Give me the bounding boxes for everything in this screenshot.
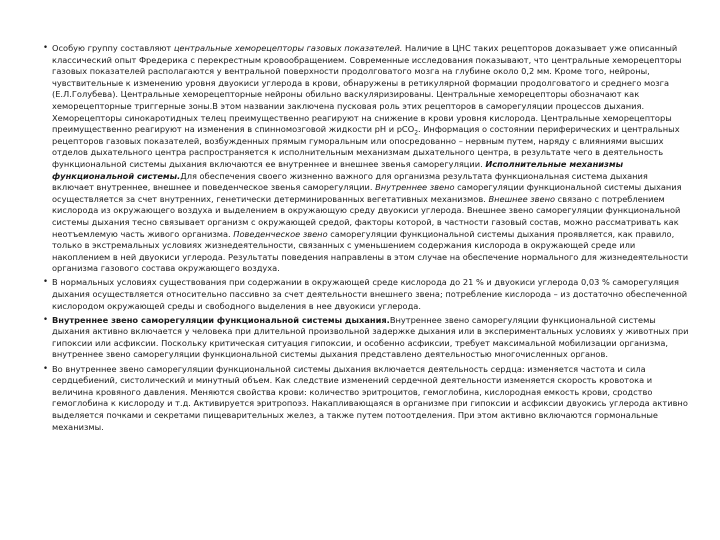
- text-run: Для обеспечения своего жизненно важного для организма результата функциональная система дыхания включает внутреннее, внешнее и поведенческое звенья саморегуляции.: [52, 170, 648, 193]
- bullet-item: [52, 364, 692, 434]
- text-run: . Информация о состоянии периферических и центральных рецепторов газовых показателей, возбужденных прямым гуморальным или опосредованно – нервным путем, наряду с влияниями высших отделов дыхательного центра распространяется к исполнительным механизмам дыхательного центра, в результате чего в деятельность функциональной системы дыхания включаются ее внутреннее и внешнее звенья саморегуляции.: [52, 124, 680, 169]
- heading-executive-mechanisms: Исполнительные механизмы функциональной системы.: [52, 158, 624, 181]
- heading-internal-link: Внутреннее звено саморегуляции функциональной системы дыхания.: [52, 314, 390, 325]
- text-run: В нормальных условиях существования при содержании в окружающей среде кислорода до 21 % и двуокиси углерода 0,03 % саморегуляция дыхания осуществляется относительно пассивно за счет деятельности внешнего звена; потребление кислорода – из достаточно обеспеченной кислородом окружающей среды и свободного выделения в нее двуокиси углерода.: [52, 277, 688, 311]
- text-run: саморегуляции функциональной системы дыхания осуществляется за счет внутренних, генетически детерминированных вегетативных механизмов.: [52, 182, 682, 204]
- text-run: Наличие в ЦНС таких рецепторов доказывает уже описанный классический опыт Фредерика с перекрестным кровообращением. Современные исследования показывают, что центральные хеморецепторы газовых показателей располагаются у вентральной поверхности продолговатого мозга на глубине около 0,2 мм. Кроме того, нейроны, чувствительные к изменению уровня двуокиси углерода в крови, обнаружены в ретикулярной формации продолговатого и среднего мозга (Е.Л.Голубева). Центральные хеморецепторные нейроны обильно васкуляризированы. Центральные хеморецепторы обозначают как хеморецепторные триггерные зоны.В этом названии заключена пусковая роль этих рецепторов в саморегуляции процессов дыхания. Хеморецепторы синокаротидных телец преимущественно реагируют на снижение в крови уровня кислорода. Центральные хеморецепторы преимущественно реагируют на изменения в спинномозговой жидкости рН и рСО: [52, 43, 682, 135]
- bullet-item: [52, 277, 692, 312]
- text-run: саморегуляции функциональной системы дыхания проявляется, как правило, только в экстремальных условиях жизнедеятельности, связанных с уменьшением содержания кислорода в окружающей среде или накоплением в ней двуокиси углерода. Результаты поведения направлены в этом случае на обеспечение нормального для жизнедеятельности организма газового состава окружающего воздуха.: [52, 228, 689, 274]
- text-run: Особую группу составляют: [52, 43, 174, 53]
- term-behavioral-link: Поведенческое звено: [233, 228, 328, 239]
- text-run: связано с потреблением кислорода из окружающего воздуха и выделением в окружающую среду двуокиси углерода. Внешнее звено саморегуляции функциональной системы дыхания тесно связывает организм с окружающей средой, факторы которой, в частности газовый состав, можно рассматривать как неотъемлемую часть живого организма.: [52, 193, 681, 239]
- text-run: Во внутреннее звено саморегуляции функциональной системы дыхания включается деятельность сердца: изменяется частота и сила сердцебиений, систолический и минутный объем. Как следствие изменений сердечной деятельности изменяется скорость кровотока и величина кровяного давления. Меняются свойства крови: количество эритроцитов, гемоглобина, кислородная емкость крови, сродство гемоглобина к кислороду и т.д. Активируется эритропоэз. Накапливающаяся в организме при гипоксии и асфиксии двуокись углерода активно выделяется почками и секретами пищеварительных желез, а также путем потоотделения. При этом активно включаются гормональные механизмы.: [52, 363, 688, 432]
- bullet-item: [52, 315, 692, 361]
- subscript: 2: [414, 129, 419, 137]
- term-internal-link: Внутреннее звено: [375, 182, 455, 193]
- term-external-link: Внешнее звено: [488, 193, 556, 204]
- bullet-item: [52, 43, 692, 275]
- bullet-list: [52, 43, 692, 436]
- term-central-chemoreceptors: центральные хеморецепторы газовых показателей.: [173, 43, 403, 53]
- text-run: Внутреннее звено саморегуляции функциональной системы дыхания активно включается у человека при длительной произвольной задержке дыхания или в экспериментальных условиях у животных при гипоксии или асфиксии. Поскольку критическая ситуация гипоксии, и особенно асфиксии, требует максимальной мобилизации организма, внутреннее звено саморегуляции функциональной системы дыхания представлено деятельностью многочисленных органов.: [52, 314, 689, 360]
